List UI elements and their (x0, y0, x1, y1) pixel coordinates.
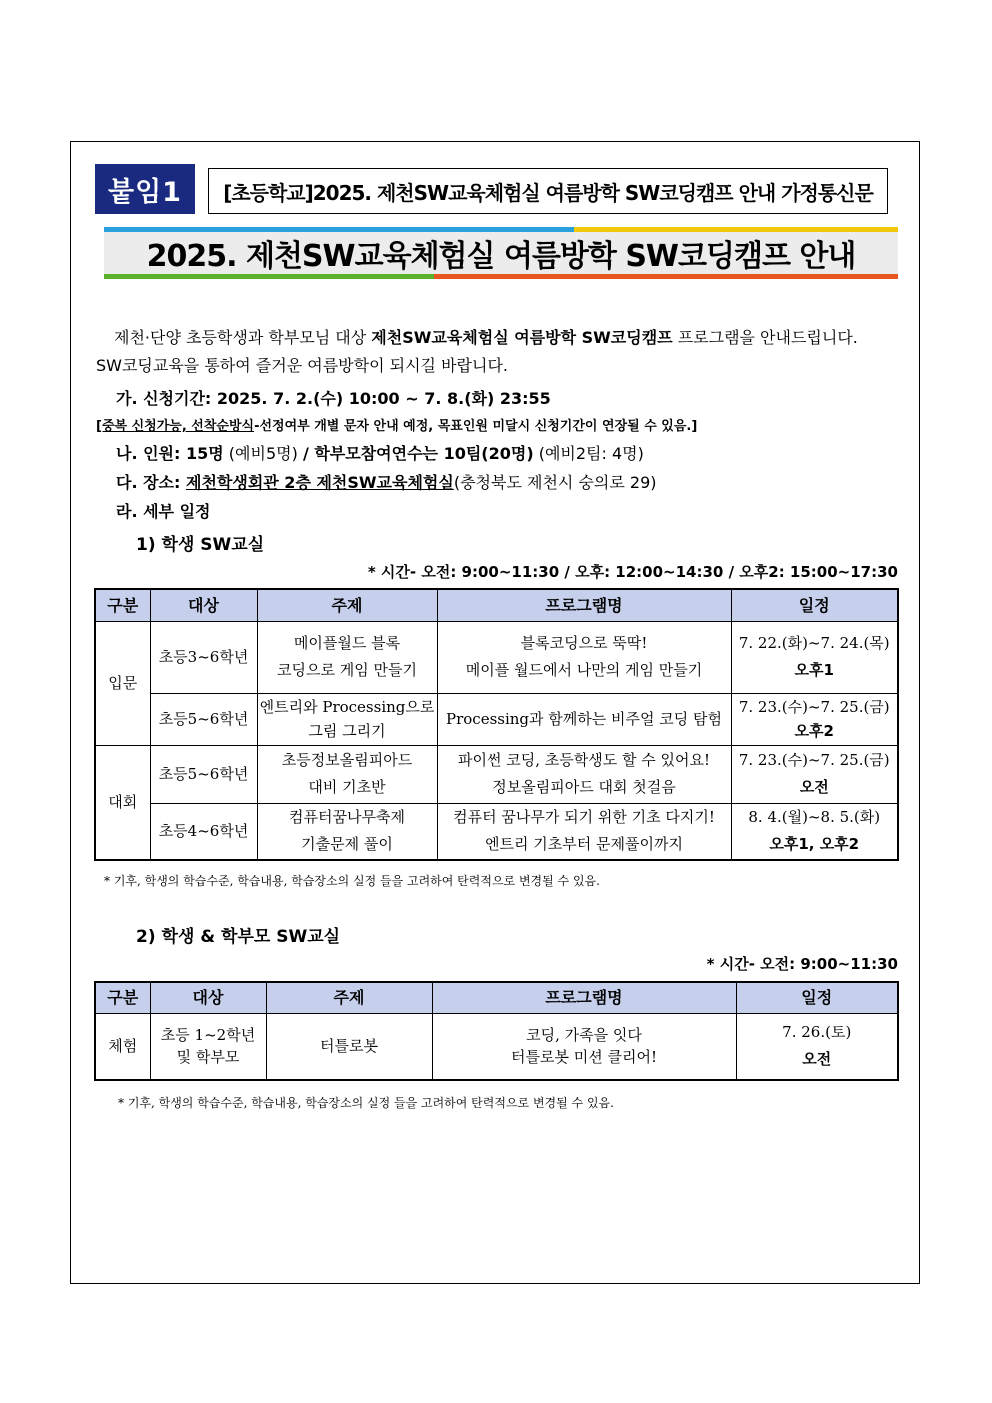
schedule-cell: 7. 26.(토) 오전 (736, 1013, 898, 1080)
banner-bar-orange (434, 274, 898, 279)
table-header-row (95, 982, 898, 1013)
schedule-cell: 7. 22.(화)~7. 24.(목) 오후1 (731, 621, 898, 693)
header-schedule: 일정 (736, 982, 898, 1013)
target-cell: 초등5~6학년 (150, 745, 257, 803)
schedule-cell: 7. 23.(수)~7. 25.(금) 오후2 (731, 693, 898, 745)
group-cell: 입문 (95, 621, 150, 745)
program-cell: Processing과 함께하는 비주얼 코딩 탐험 (437, 693, 731, 745)
topic-cell: 초등정보올림피아드 대비 기초반 (257, 745, 437, 803)
header-program: 프로그램명 (437, 589, 731, 621)
program-cell: 파이썬 코딩, 초등학생도 할 수 있어요! 정보올림피아드 대회 첫걸음 (437, 745, 731, 803)
program-cell: 코딩, 가족을 잇다 터틀로봇 미션 클리어! (432, 1013, 736, 1080)
table-row (95, 803, 898, 860)
section1-table (94, 588, 899, 861)
section2-table (94, 981, 899, 1081)
header-program: 프로그램명 (432, 982, 736, 1013)
topic-cell: 메이플월드 블록 코딩으로 게임 만들기 (257, 621, 437, 693)
topic-cell: 컴퓨터꿈나무축제 기출문제 풀이 (257, 803, 437, 860)
application-period: 가. 신청기간: 2025. 7. 2.(수) 10:00 ~ 7. 8.(화) 23:55 (116, 389, 551, 408)
header-target: 대상 (150, 982, 266, 1013)
header-target: 대상 (150, 589, 257, 621)
topic-cell: 엔트리와 Processing으로 그림 그리기 (257, 693, 437, 745)
banner-bar-blue (104, 227, 574, 232)
section2-time: * 시간- 오전: 9:00~11:30 (706, 955, 898, 973)
header-category: 구분 (95, 982, 150, 1013)
headcount: 나. 인원: 15명 (예비5명) / 학부모참여연수는 10팀(20명) (예비2팀: 4명) (116, 444, 644, 463)
table-header-row (95, 589, 898, 621)
schedule-cell: 8. 4.(월)~8. 5.(화) 오후1, 오후2 (731, 803, 898, 860)
target-cell: 초등4~6학년 (150, 803, 257, 860)
target-cell: 초등5~6학년 (150, 693, 257, 745)
location: 다. 장소: 제천학생회관 2층 제천SW교육체험실(충청북도 제천시 숭의로 29) (116, 473, 657, 492)
schedule-cell: 7. 23.(수)~7. 25.(금) 오전 (731, 745, 898, 803)
table-row (95, 621, 898, 693)
header-category: 구분 (95, 589, 150, 621)
group-cell: 체험 (95, 1013, 150, 1080)
table-row (95, 745, 898, 803)
program-cell: 컴퓨터 꿈나무가 되기 위한 기초 다지기! 엔트리 기초부터 문제풀이까지 (437, 803, 731, 860)
attachment-badge: 붙임1 (95, 164, 195, 214)
banner-bar-green (104, 274, 434, 279)
header-topic: 주제 (257, 589, 437, 621)
program-cell: 블록코딩으로 뚝딱! 메이플 월드에서 나만의 게임 만들기 (437, 621, 731, 693)
target-cell: 초등 1~2학년 및 학부모 (150, 1013, 266, 1080)
schedule-heading: 라. 세부 일정 (116, 502, 211, 521)
section1-footnote: * 기후, 학생의 학습수준, 학습내용, 학습장소의 실정 들을 고려하여 탄력적으로 변경될 수 있음. (104, 874, 600, 888)
section1-title: 1) 학생 SW교실 (136, 535, 265, 555)
target-cell: 초등3~6학년 (150, 621, 257, 693)
section2-footnote: * 기후, 학생의 학습수준, 학습내용, 학습장소의 실정 들을 고려하여 탄력적으로 변경될 수 있음. (118, 1096, 614, 1110)
header-schedule: 일정 (731, 589, 898, 621)
header-topic: 주제 (266, 982, 432, 1013)
intro-paragraph: 제천·단양 초등학생과 학부모님 대상 제천SW교육체험실 여름방학 SW코딩캠프 프로그램을 안내드립니다. SW코딩교육을 통하여 즐거운 여름방학이 되시길 바랍니다. (96, 328, 858, 375)
notice-title: [초등학교]2025. 제천SW교육체험실 여름방학 SW코딩캠프 안내 가정통신문 (208, 168, 888, 214)
group-cell: 대회 (95, 745, 150, 860)
table-row (95, 693, 898, 745)
application-note: [중복 신청가능, 선착순방식-선정여부 개별 문자 안내 예정, 목표인원 미달시 신청기간이 연장될 수 있음.] (96, 419, 698, 434)
section1-time: * 시간- 오전: 9:00~11:30 / 오후: 12:00~14:30 / 오후2: 15:00~17:30 (367, 563, 898, 581)
table-row (95, 1013, 898, 1080)
section2-title: 2) 학생 & 학부모 SW교실 (136, 927, 341, 947)
banner-bar-yellow (574, 227, 898, 232)
banner-title: 2025. 제천SW교육체험실 여름방학 SW코딩캠프 안내 (104, 227, 898, 279)
topic-cell: 터틀로봇 (266, 1013, 432, 1080)
